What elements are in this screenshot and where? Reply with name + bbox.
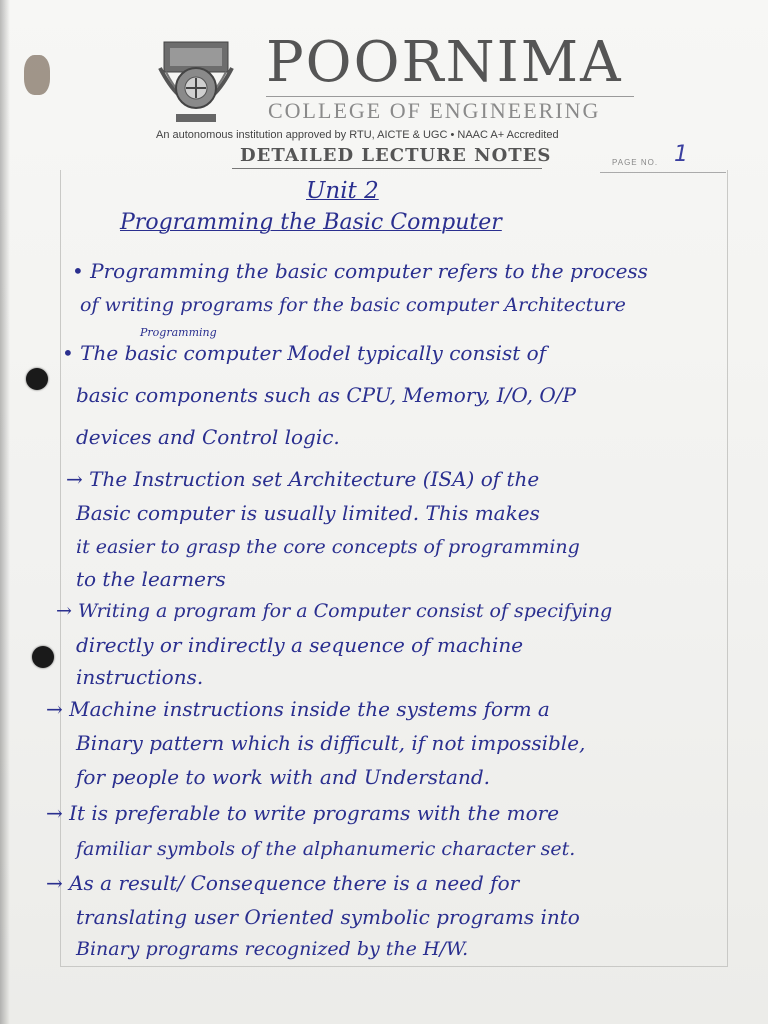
punch-hole-top bbox=[26, 368, 48, 390]
text-line-6: → The Instruction set Architecture (ISA) of the bbox=[66, 467, 540, 491]
notes-title-underline bbox=[232, 168, 542, 169]
text-line-12: instructions. bbox=[76, 665, 204, 689]
page-stain bbox=[24, 55, 50, 95]
text-line-9: to the learners bbox=[76, 567, 226, 591]
text-line-4: basic components such as CPU, Memory, I/O, O/P bbox=[76, 383, 576, 407]
unit-heading: Unit 2 bbox=[306, 178, 379, 204]
text-line-3: • The basic computer Model typically consist of bbox=[62, 341, 547, 365]
notes-title: DETAILED LECTURE NOTES bbox=[240, 145, 552, 166]
brand-title: POORNIMA bbox=[266, 30, 623, 95]
text-line-11: directly or indirectly a sequence of machine bbox=[76, 633, 524, 657]
text-line-14: Binary pattern which is difficult, if not impossible, bbox=[76, 731, 586, 755]
page-edge-shadow bbox=[0, 0, 10, 1024]
topic-heading: Programming the Basic Computer bbox=[120, 210, 502, 235]
text-line-10: → Writing a program for a Computer consist of specifying bbox=[56, 600, 613, 622]
college-logo-icon bbox=[150, 38, 242, 130]
page-number: 1 bbox=[674, 142, 688, 167]
text-line-19: translating user Oriented symbolic programs into bbox=[76, 905, 580, 929]
text-line-7: Basic computer is usually limited. This makes bbox=[76, 501, 540, 525]
text-line-20: Binary programs recognized by the H/W. bbox=[76, 938, 469, 960]
accreditation-text: An autonomous institution approved by RTU, AICTE & UGC • NAAC A+ Accredited bbox=[156, 129, 559, 141]
brand-divider bbox=[266, 96, 634, 97]
text-line-2: of writing programs for the basic computer Architecture bbox=[80, 294, 626, 316]
insert-note: Programming bbox=[140, 326, 217, 339]
text-line-18: → As a result/ Consequence there is a need for bbox=[46, 871, 520, 895]
punch-hole-bottom bbox=[32, 646, 54, 668]
text-line-17: familiar symbols of the alphanumeric character set. bbox=[76, 838, 576, 860]
brand-subtitle: COLLEGE OF ENGINEERING bbox=[268, 98, 601, 123]
text-line-8: it easier to grasp the core concepts of programming bbox=[76, 536, 580, 558]
text-line-1: • Programming the basic computer refers to the process bbox=[72, 259, 648, 283]
text-line-13: → Machine instructions inside the systems form a bbox=[46, 697, 550, 721]
text-line-15: for people to work with and Understand. bbox=[76, 765, 491, 789]
text-line-5: devices and Control logic. bbox=[76, 425, 340, 449]
page-number-label: PAGE NO. bbox=[612, 158, 659, 167]
text-line-16: → It is preferable to write programs with the more bbox=[46, 801, 560, 825]
